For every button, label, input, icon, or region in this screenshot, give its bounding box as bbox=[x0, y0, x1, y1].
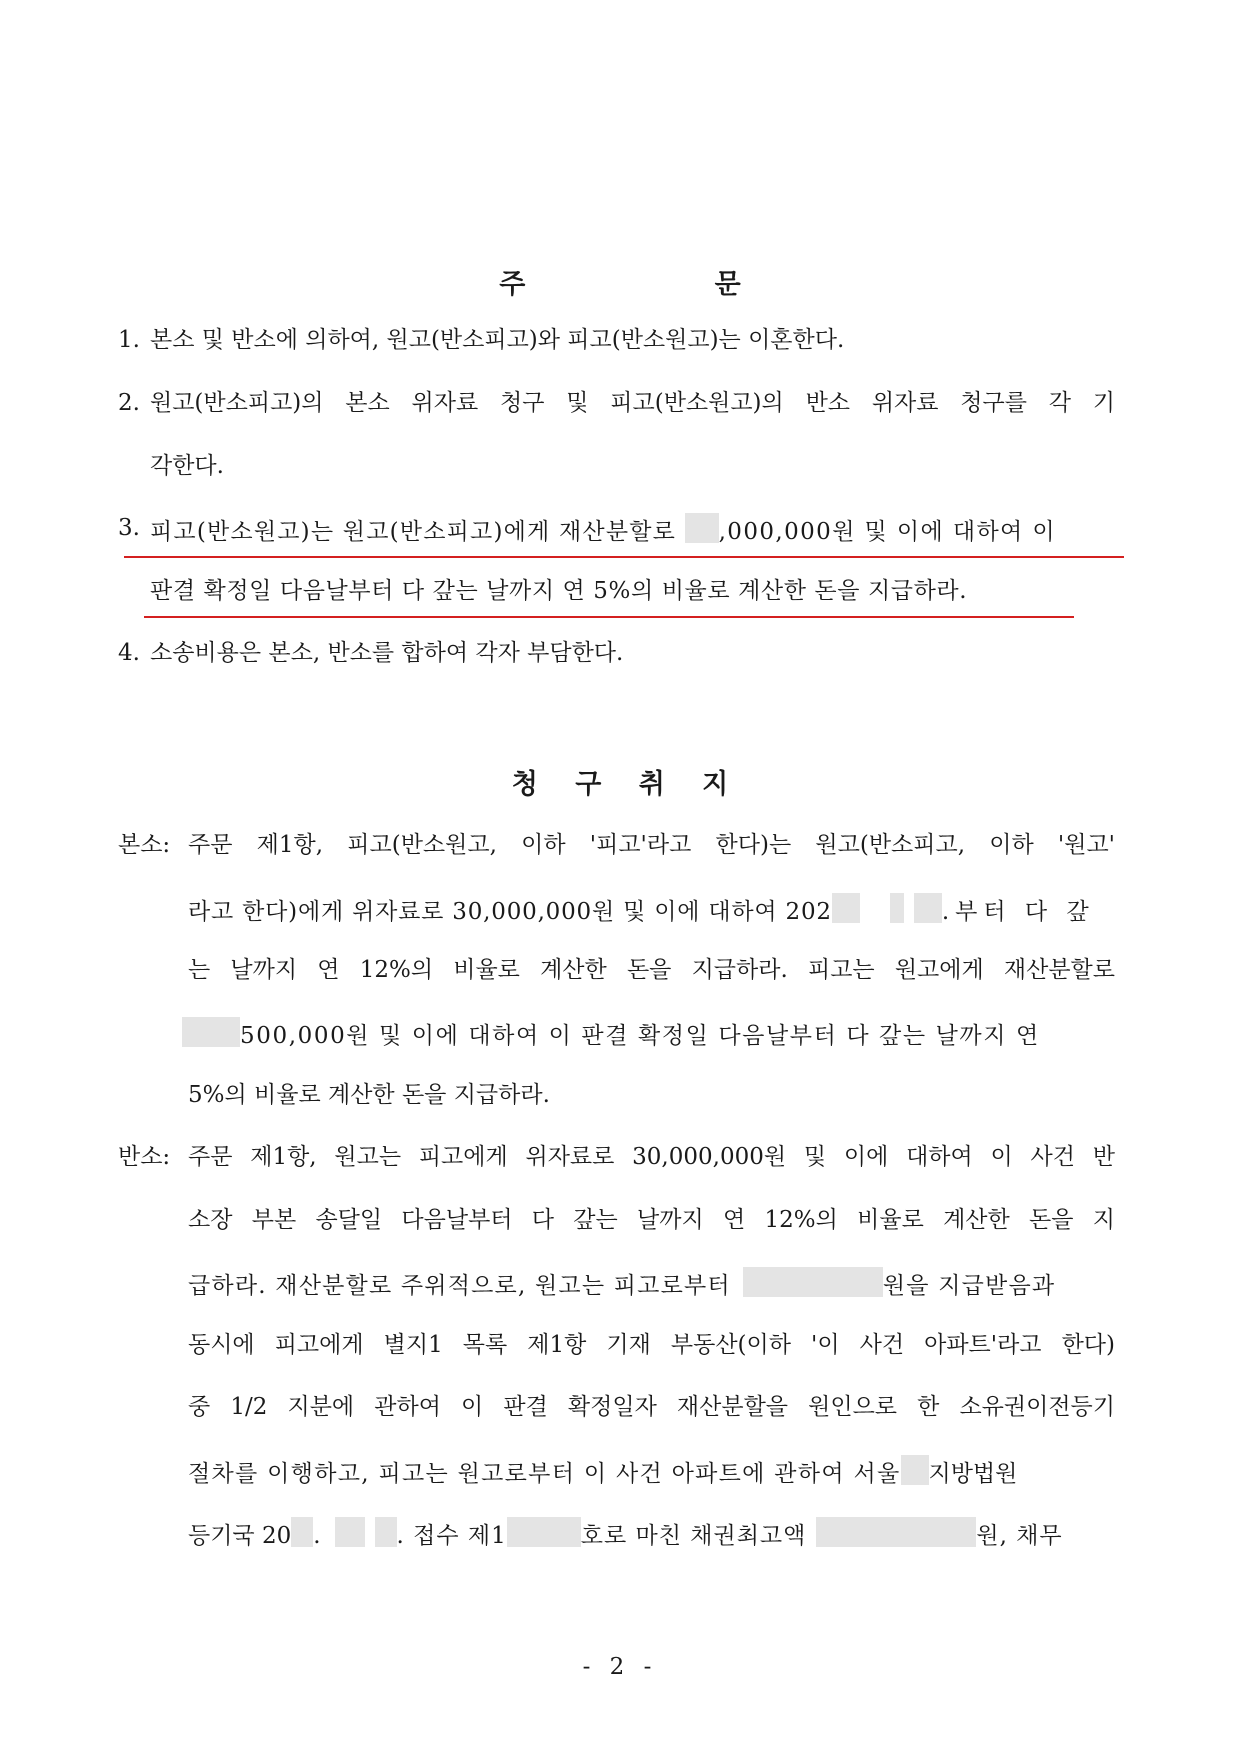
redacted-amount-2 bbox=[182, 1017, 240, 1047]
item-1-number: 1. bbox=[118, 327, 140, 353]
redacted-reg-number bbox=[507, 1517, 581, 1547]
counter-claim-line4: 동시에 피고에게 별지1 목록 제1항 기재 부동산(이하 '이 사건 아파트'라고 한다) bbox=[188, 1332, 1115, 1358]
page-number: - 2 - bbox=[582, 1654, 658, 1680]
counter-claim-line5: 중 1/2 지분에 관하여 이 판결 확정일자 재산분할을 원인으로 한 소유권이전등기 bbox=[188, 1394, 1115, 1420]
main-claim-line3: 는 날까지 연 12%의 비율로 계산한 돈을 지급하라. 피고는 원고에게 재산분할로 bbox=[188, 957, 1115, 983]
counter-claim-label: 반소: bbox=[118, 1144, 171, 1170]
item-3-text-part1: 피고(반소원고)는 원고(반소피고)에게 재산분할로 bbox=[150, 519, 685, 545]
counter-claim-line7-part2: . 접수 제1 bbox=[396, 1523, 507, 1549]
main-claim-label: 본소: bbox=[118, 832, 171, 858]
counter-claim-line6 bbox=[188, 1455, 1017, 1489]
redacted-reg-date-1 bbox=[291, 1517, 313, 1547]
counter-claim-line3-part2: 원을 지급받음과 bbox=[882, 1273, 1056, 1299]
item-4-text: 소송비용은 본소, 반소를 합하여 각자 부담한다. bbox=[150, 640, 624, 666]
section-title-claims: 청 구 취 지 bbox=[511, 769, 743, 800]
main-claim-line1: 주문 제1항, 피고(반소원고, 이하 '피고'라고 한다)는 원고(반소피고, 이하 '원고' bbox=[188, 832, 1115, 858]
counter-claim-line7: 등기국 20 . . 접수 제1 호로 마친 채권최고액 원, 채무 bbox=[188, 1517, 1063, 1551]
counter-claim-line7-part3: 호로 마친 채권최고액 bbox=[580, 1523, 807, 1549]
redacted-court bbox=[901, 1455, 929, 1485]
redacted-amount-3 bbox=[743, 1267, 883, 1297]
item-3-text-line1a bbox=[150, 513, 1056, 547]
redacted-date-1 bbox=[832, 893, 860, 923]
counter-claim-line2: 소장 부본 송달일 다음날부터 다 갚는 날까지 연 12%의 비율로 계산한 돈을 지 bbox=[188, 1207, 1115, 1233]
item-2-text-line1: 원고(반소피고)의 본소 위자료 청구 및 피고(반소원고)의 반소 위자료 청구를 각 기 bbox=[150, 390, 1115, 416]
main-claim-line4-text: 500,000원 및 이에 대하여 이 판결 확정일 다음날부터 다 갚는 날까지 연 bbox=[240, 1023, 1040, 1049]
counter-claim-line7-part4: 원, 채무 bbox=[976, 1523, 1063, 1549]
main-claim-line2 bbox=[188, 893, 1095, 927]
redacted-date-2 bbox=[890, 893, 904, 923]
counter-claim-line3 bbox=[188, 1267, 1055, 1301]
counter-claim-line6-part2: 지방법원 bbox=[928, 1461, 1018, 1487]
item-2-text-line2: 각한다. bbox=[150, 453, 224, 479]
red-underline-2 bbox=[144, 616, 1074, 618]
section-title-jumun: 주 문 bbox=[499, 269, 831, 300]
counter-claim-line1: 주문 제1항, 원고는 피고에게 위자료로 30,000,000원 및 이에 대하여 이 사건 반 bbox=[188, 1144, 1115, 1170]
item-3-text-line2: 판결 확정일 다음날부터 다 갚는 날까지 연 5%의 비율로 계산한 돈을 지급하라. bbox=[150, 578, 968, 604]
item-3-number: 3. bbox=[118, 515, 140, 541]
item-3-text-part2: ,000,000원 및 이에 대하여 이 bbox=[718, 519, 1057, 545]
redacted-date-3 bbox=[914, 893, 942, 923]
counter-claim-line6-part1: 절차를 이행하고, 피고는 원고로부터 이 사건 아파트에 관하여 서울 bbox=[188, 1461, 901, 1487]
main-claim-line4 bbox=[182, 1017, 1040, 1051]
main-claim-line2-part1: 라고 한다)에게 위자료로 30,000,000원 및 이에 대하여 202 bbox=[188, 899, 832, 925]
counter-claim-line3-part1: 급하라. 재산분할로 주위적으로, 원고는 피고로부터 bbox=[188, 1273, 731, 1299]
redacted-reg-date-3 bbox=[375, 1517, 397, 1547]
item-4-number: 4. bbox=[118, 640, 140, 666]
counter-claim-line7-part1: 등기국 20 bbox=[188, 1523, 292, 1549]
red-underline-1 bbox=[124, 556, 1124, 558]
main-claim-line5: 5%의 비율로 계산한 돈을 지급하라. bbox=[188, 1082, 550, 1108]
redacted-max-amount bbox=[816, 1517, 976, 1547]
redacted-amount bbox=[685, 513, 719, 543]
item-2-number: 2. bbox=[118, 390, 140, 416]
redacted-reg-date-2 bbox=[335, 1517, 365, 1547]
main-claim-line2-part2: .부터 다 갚 bbox=[941, 899, 1095, 925]
item-1-text: 본소 및 반소에 의하여, 원고(반소피고)와 피고(반소원고)는 이혼한다. bbox=[150, 327, 845, 353]
